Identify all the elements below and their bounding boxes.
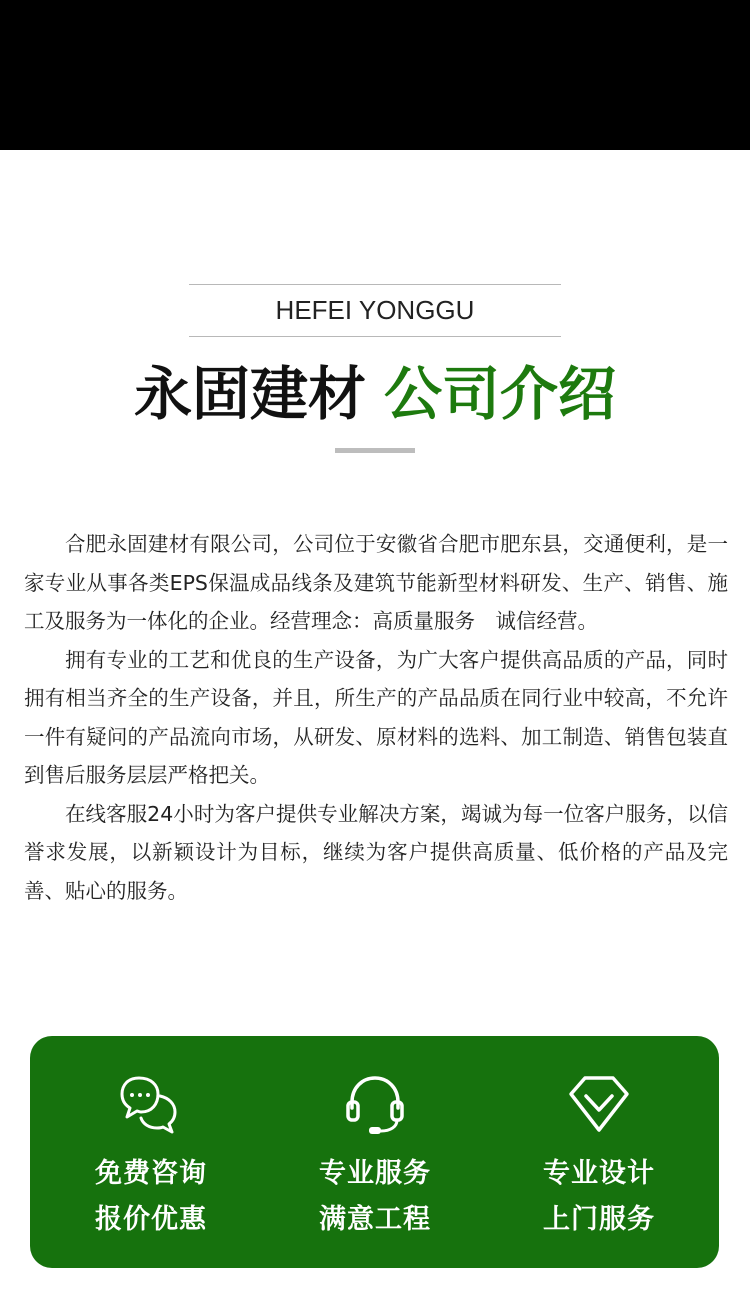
company-introduction — [24, 525, 728, 910]
english-title: HEFEI YONGGU — [275, 295, 475, 325]
intro-paragraph: 拥有专业的工艺和优良的生产设备，为广大客户提供高品质的产品，同时拥有相当齐全的生产设备，并且，所生产的产品品质在同行业中较高，不允许一件有疑问的产品流向市场，从研发、原材料的选料、加工制造、销售包装直到售后服务层层严格把关。 — [24, 647, 728, 787]
english-title-block — [189, 284, 561, 337]
page-title-brand: 永固建材 — [133, 360, 366, 428]
diamond-check-icon — [567, 1072, 631, 1136]
top-banner — [0, 0, 750, 150]
service-item-professional[interactable] — [260, 1036, 490, 1268]
headset-icon — [343, 1072, 407, 1136]
page-title — [0, 356, 750, 432]
services-panel — [30, 1036, 719, 1268]
intro-paragraph: 合肥永固建材有限公司，公司位于安徽省合肥市肥东县，交通便利，是一家专业从事各类EPS保温成品线条及建筑节能新型材料研发、生产、销售、施工及服务为一体化的企业。经营理念：高质量服务 诚信经营。 — [24, 532, 728, 633]
page-title-section: 公司介绍 — [384, 360, 617, 428]
service-item-consult[interactable] — [36, 1036, 266, 1268]
title-underline — [335, 448, 415, 453]
service-subtitle: 报价优惠 — [95, 1204, 207, 1235]
service-subtitle: 满意工程 — [319, 1204, 431, 1235]
service-item-design[interactable] — [484, 1036, 714, 1268]
service-title: 专业服务 — [319, 1158, 431, 1189]
intro-paragraph: 在线客服24小时为客户提供专业解决方案，竭诚为每一位客户服务，以信誉求发展，以新颖设计为目标，继续为客户提供高质量、低价格的产品及完善、贴心的服务。 — [24, 801, 728, 903]
chat-bubbles-icon — [119, 1072, 183, 1136]
service-title: 免费咨询 — [95, 1158, 207, 1189]
service-subtitle: 上门服务 — [543, 1204, 655, 1235]
service-title: 专业设计 — [543, 1158, 655, 1189]
